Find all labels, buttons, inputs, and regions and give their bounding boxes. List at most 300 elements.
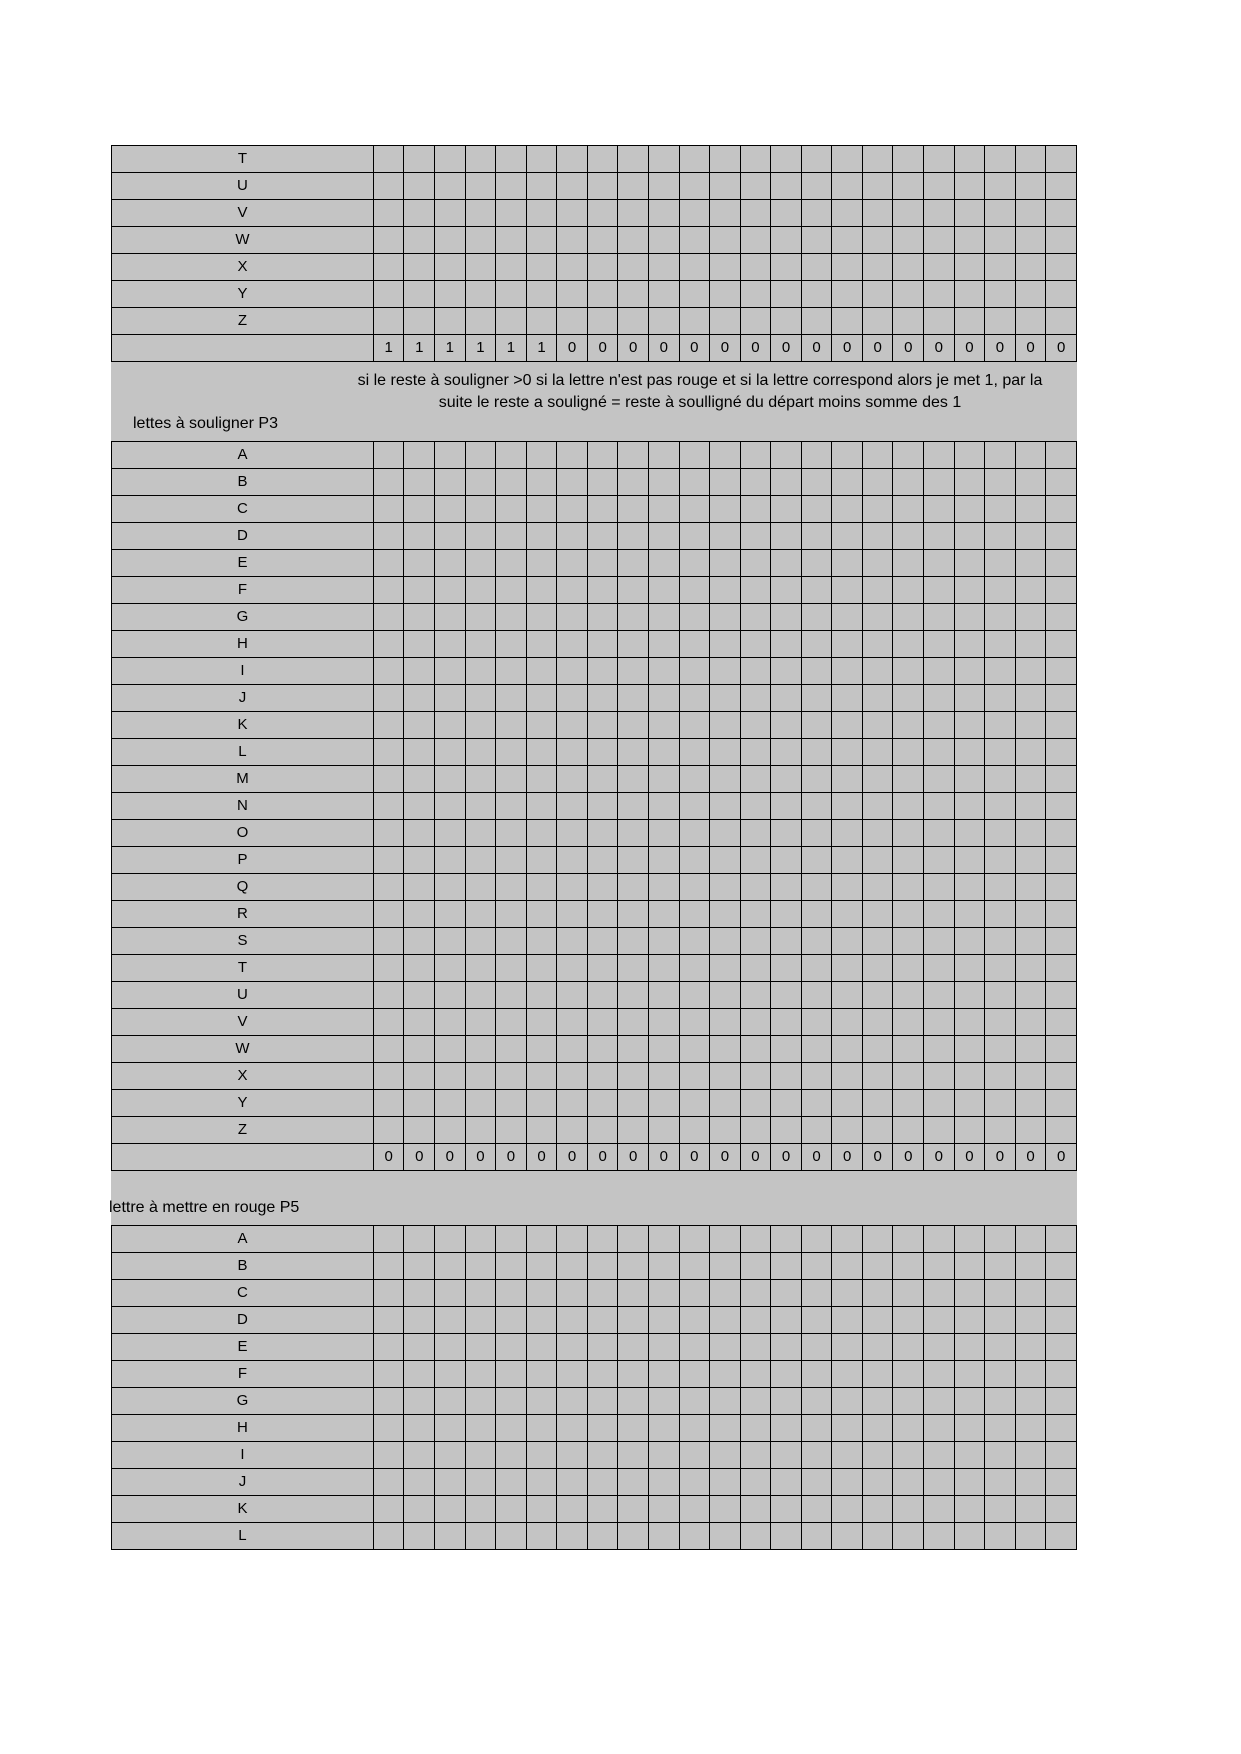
grid-cell[interactable]: [801, 631, 832, 658]
grid-cell[interactable]: [893, 577, 924, 604]
grid-cell[interactable]: [648, 820, 679, 847]
grid-cell[interactable]: [740, 685, 771, 712]
grid-cell[interactable]: [404, 604, 435, 631]
grid-cell[interactable]: [832, 1280, 863, 1307]
grid-cell[interactable]: [832, 1226, 863, 1253]
grid-cell[interactable]: [985, 523, 1016, 550]
grid-cell[interactable]: [893, 1009, 924, 1036]
grid-cell[interactable]: [679, 1090, 710, 1117]
grid-cell[interactable]: [862, 469, 893, 496]
grid-cell[interactable]: [496, 1523, 527, 1550]
grid-cell[interactable]: [587, 1496, 618, 1523]
grid-cell[interactable]: [801, 254, 832, 281]
grid-cell[interactable]: [1015, 254, 1046, 281]
grid-cell[interactable]: [710, 1117, 741, 1144]
grid-cell[interactable]: [404, 1496, 435, 1523]
grid-cell[interactable]: [771, 712, 802, 739]
grid-cell[interactable]: [954, 1307, 985, 1334]
grid-cell[interactable]: [1015, 766, 1046, 793]
grid-cell[interactable]: [526, 739, 557, 766]
grid-cell[interactable]: [832, 1063, 863, 1090]
grid-cell[interactable]: [1046, 1307, 1077, 1334]
grid-cell[interactable]: [557, 1307, 588, 1334]
grid-cell[interactable]: [710, 982, 741, 1009]
grid-cell[interactable]: [954, 685, 985, 712]
grid-cell[interactable]: [526, 901, 557, 928]
grid-cell[interactable]: [648, 1009, 679, 1036]
grid-cell[interactable]: [587, 1226, 618, 1253]
grid-cell[interactable]: [1015, 1253, 1046, 1280]
grid-cell[interactable]: [404, 1415, 435, 1442]
grid-cell[interactable]: [771, 1442, 802, 1469]
grid-cell[interactable]: [710, 173, 741, 200]
grid-cell[interactable]: [557, 200, 588, 227]
grid-cell[interactable]: [404, 874, 435, 901]
grid-cell[interactable]: [740, 1469, 771, 1496]
grid-cell[interactable]: [465, 254, 496, 281]
grid-cell[interactable]: [862, 442, 893, 469]
grid-cell[interactable]: [618, 1415, 649, 1442]
grid-cell[interactable]: [862, 523, 893, 550]
grid-cell[interactable]: [985, 712, 1016, 739]
grid-cell[interactable]: [618, 658, 649, 685]
grid-cell[interactable]: [557, 254, 588, 281]
grid-cell[interactable]: [801, 739, 832, 766]
grid-cell[interactable]: [832, 1469, 863, 1496]
grid-cell[interactable]: [557, 1388, 588, 1415]
grid-cell[interactable]: [710, 1063, 741, 1090]
grid-cell[interactable]: [435, 1334, 466, 1361]
grid-cell[interactable]: [1015, 604, 1046, 631]
grid-cell[interactable]: [587, 712, 618, 739]
grid-cell[interactable]: [832, 1307, 863, 1334]
grid-cell[interactable]: [862, 1226, 893, 1253]
grid-cell[interactable]: [954, 1442, 985, 1469]
grid-cell[interactable]: [465, 1280, 496, 1307]
grid-cell[interactable]: [648, 604, 679, 631]
grid-cell[interactable]: [618, 1253, 649, 1280]
grid-cell[interactable]: [587, 982, 618, 1009]
grid-cell[interactable]: [801, 200, 832, 227]
grid-cell[interactable]: [557, 631, 588, 658]
grid-cell[interactable]: [557, 874, 588, 901]
grid-cell[interactable]: [465, 793, 496, 820]
grid-cell[interactable]: [710, 1415, 741, 1442]
grid-cell[interactable]: [801, 227, 832, 254]
grid-cell[interactable]: [1015, 1361, 1046, 1388]
sum-cell[interactable]: 0: [679, 1144, 710, 1171]
grid-cell[interactable]: [771, 146, 802, 173]
grid-cell[interactable]: [832, 1090, 863, 1117]
grid-cell[interactable]: [924, 739, 955, 766]
grid-cell[interactable]: [618, 685, 649, 712]
grid-cell[interactable]: [862, 146, 893, 173]
grid-cell[interactable]: [985, 955, 1016, 982]
grid-cell[interactable]: [618, 1442, 649, 1469]
grid-cell[interactable]: [373, 227, 404, 254]
grid-cell[interactable]: [557, 820, 588, 847]
grid-cell[interactable]: [1046, 281, 1077, 308]
grid-cell[interactable]: [435, 847, 466, 874]
grid-cell[interactable]: [710, 523, 741, 550]
grid-cell[interactable]: [1015, 577, 1046, 604]
grid-cell[interactable]: [862, 1388, 893, 1415]
grid-cell[interactable]: [618, 281, 649, 308]
grid-cell[interactable]: [587, 200, 618, 227]
grid-cell[interactable]: [893, 523, 924, 550]
grid-cell[interactable]: [404, 1226, 435, 1253]
grid-cell[interactable]: [924, 469, 955, 496]
grid-cell[interactable]: [465, 1469, 496, 1496]
grid-cell[interactable]: [496, 982, 527, 1009]
grid-cell[interactable]: [985, 1063, 1016, 1090]
grid-cell[interactable]: [679, 308, 710, 335]
grid-cell[interactable]: [801, 847, 832, 874]
grid-cell[interactable]: [496, 658, 527, 685]
grid-cell[interactable]: [985, 766, 1016, 793]
grid-cell[interactable]: [801, 577, 832, 604]
grid-cell[interactable]: [587, 577, 618, 604]
grid-cell[interactable]: [924, 550, 955, 577]
grid-cell[interactable]: [557, 1226, 588, 1253]
grid-cell[interactable]: [435, 1523, 466, 1550]
grid-cell[interactable]: [1015, 227, 1046, 254]
grid-cell[interactable]: [465, 820, 496, 847]
sum-cell[interactable]: 0: [954, 335, 985, 362]
grid-cell[interactable]: [893, 1496, 924, 1523]
grid-cell[interactable]: [710, 1388, 741, 1415]
grid-cell[interactable]: [985, 847, 1016, 874]
grid-cell[interactable]: [465, 1090, 496, 1117]
grid-cell[interactable]: [862, 577, 893, 604]
grid-cell[interactable]: [435, 685, 466, 712]
grid-cell[interactable]: [954, 1361, 985, 1388]
grid-cell[interactable]: [740, 1523, 771, 1550]
grid-cell[interactable]: [801, 281, 832, 308]
grid-cell[interactable]: [740, 955, 771, 982]
grid-cell[interactable]: [1046, 550, 1077, 577]
grid-cell[interactable]: [954, 308, 985, 335]
grid-cell[interactable]: [648, 1280, 679, 1307]
grid-cell[interactable]: [1015, 1036, 1046, 1063]
grid-cell[interactable]: [465, 200, 496, 227]
grid-cell[interactable]: [924, 604, 955, 631]
grid-cell[interactable]: [924, 1334, 955, 1361]
grid-cell[interactable]: [893, 955, 924, 982]
grid-cell[interactable]: [924, 1469, 955, 1496]
grid-cell[interactable]: [679, 955, 710, 982]
grid-cell[interactable]: [771, 793, 802, 820]
grid-cell[interactable]: [618, 442, 649, 469]
grid-cell[interactable]: [710, 1009, 741, 1036]
grid-cell[interactable]: [985, 1280, 1016, 1307]
sum-cell[interactable]: 0: [1015, 1144, 1046, 1171]
grid-cell[interactable]: [862, 308, 893, 335]
grid-cell[interactable]: [679, 281, 710, 308]
grid-cell[interactable]: [924, 523, 955, 550]
grid-cell[interactable]: [557, 442, 588, 469]
sum-cell[interactable]: 0: [465, 1144, 496, 1171]
grid-cell[interactable]: [373, 1253, 404, 1280]
grid-cell[interactable]: [618, 631, 649, 658]
grid-cell[interactable]: [404, 469, 435, 496]
grid-cell[interactable]: [526, 1280, 557, 1307]
sum-cell[interactable]: 0: [1015, 335, 1046, 362]
grid-cell[interactable]: [771, 928, 802, 955]
grid-cell[interactable]: [740, 1090, 771, 1117]
grid-cell[interactable]: [679, 1117, 710, 1144]
grid-cell[interactable]: [526, 1415, 557, 1442]
grid-cell[interactable]: [1046, 1090, 1077, 1117]
grid-cell[interactable]: [404, 820, 435, 847]
grid-cell[interactable]: [648, 1063, 679, 1090]
grid-cell[interactable]: [496, 1388, 527, 1415]
grid-cell[interactable]: [465, 1009, 496, 1036]
grid-cell[interactable]: [557, 685, 588, 712]
grid-cell[interactable]: [893, 658, 924, 685]
grid-cell[interactable]: [404, 1253, 435, 1280]
grid-cell[interactable]: [679, 550, 710, 577]
grid-cell[interactable]: [618, 173, 649, 200]
grid-cell[interactable]: [1015, 1280, 1046, 1307]
grid-cell[interactable]: [710, 739, 741, 766]
grid-cell[interactable]: [710, 227, 741, 254]
grid-cell[interactable]: [710, 847, 741, 874]
grid-cell[interactable]: [832, 173, 863, 200]
grid-cell[interactable]: [954, 1117, 985, 1144]
grid-cell[interactable]: [679, 1388, 710, 1415]
grid-cell[interactable]: [465, 1442, 496, 1469]
grid-cell[interactable]: [435, 442, 466, 469]
grid-cell[interactable]: [985, 173, 1016, 200]
grid-cell[interactable]: [954, 146, 985, 173]
grid-cell[interactable]: [373, 847, 404, 874]
grid-cell[interactable]: [648, 308, 679, 335]
grid-cell[interactable]: [435, 1442, 466, 1469]
grid-cell[interactable]: [1046, 1388, 1077, 1415]
grid-cell[interactable]: [496, 1090, 527, 1117]
grid-cell[interactable]: [924, 1226, 955, 1253]
grid-cell[interactable]: [587, 1523, 618, 1550]
grid-cell[interactable]: [587, 1036, 618, 1063]
grid-cell[interactable]: [740, 712, 771, 739]
grid-cell[interactable]: [801, 1361, 832, 1388]
grid-cell[interactable]: [373, 173, 404, 200]
grid-cell[interactable]: [557, 1415, 588, 1442]
grid-cell[interactable]: [1046, 1253, 1077, 1280]
grid-cell[interactable]: [740, 874, 771, 901]
grid-cell[interactable]: [648, 874, 679, 901]
grid-cell[interactable]: [557, 1036, 588, 1063]
grid-cell[interactable]: [496, 254, 527, 281]
grid-cell[interactable]: [771, 1253, 802, 1280]
grid-cell[interactable]: [740, 308, 771, 335]
grid-cell[interactable]: [862, 1090, 893, 1117]
grid-cell[interactable]: [373, 1307, 404, 1334]
grid-cell[interactable]: [985, 658, 1016, 685]
grid-cell[interactable]: [985, 254, 1016, 281]
grid-cell[interactable]: [893, 793, 924, 820]
grid-cell[interactable]: [771, 1036, 802, 1063]
grid-cell[interactable]: [435, 1415, 466, 1442]
grid-cell[interactable]: [985, 146, 1016, 173]
grid-cell[interactable]: [557, 1523, 588, 1550]
grid-cell[interactable]: [954, 1280, 985, 1307]
grid-cell[interactable]: [893, 469, 924, 496]
sum-cell[interactable]: 0: [832, 335, 863, 362]
grid-cell[interactable]: [1015, 1442, 1046, 1469]
grid-cell[interactable]: [679, 631, 710, 658]
grid-cell[interactable]: [801, 1388, 832, 1415]
grid-cell[interactable]: [771, 685, 802, 712]
grid-cell[interactable]: [1046, 631, 1077, 658]
grid-cell[interactable]: [587, 739, 618, 766]
grid-cell[interactable]: [924, 685, 955, 712]
grid-cell[interactable]: [924, 955, 955, 982]
grid-cell[interactable]: [862, 1523, 893, 1550]
grid-cell[interactable]: [862, 173, 893, 200]
grid-cell[interactable]: [893, 1036, 924, 1063]
grid-cell[interactable]: [465, 604, 496, 631]
grid-cell[interactable]: [526, 523, 557, 550]
grid-cell[interactable]: [587, 308, 618, 335]
grid-cell[interactable]: [1046, 469, 1077, 496]
grid-cell[interactable]: [924, 442, 955, 469]
grid-cell[interactable]: [801, 469, 832, 496]
grid-cell[interactable]: [862, 901, 893, 928]
grid-cell[interactable]: [373, 1226, 404, 1253]
grid-cell[interactable]: [679, 146, 710, 173]
grid-cell[interactable]: [435, 1307, 466, 1334]
grid-cell[interactable]: [740, 766, 771, 793]
grid-cell[interactable]: [1046, 1496, 1077, 1523]
grid-cell[interactable]: [862, 1036, 893, 1063]
grid-cell[interactable]: [648, 1117, 679, 1144]
grid-cell[interactable]: [618, 577, 649, 604]
grid-cell[interactable]: [893, 847, 924, 874]
grid-cell[interactable]: [679, 200, 710, 227]
grid-cell[interactable]: [924, 847, 955, 874]
sum-cell[interactable]: 0: [587, 1144, 618, 1171]
grid-cell[interactable]: [771, 1334, 802, 1361]
grid-cell[interactable]: [557, 1090, 588, 1117]
grid-cell[interactable]: [404, 146, 435, 173]
grid-cell[interactable]: [801, 955, 832, 982]
grid-cell[interactable]: [496, 523, 527, 550]
grid-cell[interactable]: [710, 1442, 741, 1469]
sum-cell[interactable]: 0: [1046, 1144, 1077, 1171]
grid-cell[interactable]: [1046, 1523, 1077, 1550]
grid-cell[interactable]: [832, 308, 863, 335]
grid-cell[interactable]: [893, 496, 924, 523]
sum-cell[interactable]: 1: [465, 335, 496, 362]
grid-cell[interactable]: [648, 173, 679, 200]
grid-cell[interactable]: [924, 712, 955, 739]
grid-cell[interactable]: [924, 928, 955, 955]
grid-cell[interactable]: [985, 1009, 1016, 1036]
grid-cell[interactable]: [832, 254, 863, 281]
grid-cell[interactable]: [801, 604, 832, 631]
grid-cell[interactable]: [893, 1117, 924, 1144]
grid-cell[interactable]: [404, 1334, 435, 1361]
grid-cell[interactable]: [801, 1117, 832, 1144]
grid-cell[interactable]: [526, 308, 557, 335]
sum-cell[interactable]: 0: [1046, 335, 1077, 362]
grid-cell[interactable]: [557, 308, 588, 335]
grid-cell[interactable]: [954, 496, 985, 523]
grid-cell[interactable]: [1046, 1442, 1077, 1469]
grid-cell[interactable]: [557, 658, 588, 685]
grid-cell[interactable]: [1046, 901, 1077, 928]
grid-cell[interactable]: [435, 577, 466, 604]
grid-cell[interactable]: [587, 1063, 618, 1090]
grid-cell[interactable]: [618, 820, 649, 847]
grid-cell[interactable]: [1015, 1063, 1046, 1090]
grid-cell[interactable]: [771, 1523, 802, 1550]
grid-cell[interactable]: [862, 1307, 893, 1334]
grid-cell[interactable]: [679, 928, 710, 955]
grid-cell[interactable]: [404, 523, 435, 550]
grid-cell[interactable]: [1046, 712, 1077, 739]
grid-cell[interactable]: [771, 281, 802, 308]
grid-cell[interactable]: [985, 1334, 1016, 1361]
grid-cell[interactable]: [373, 146, 404, 173]
grid-cell[interactable]: [648, 739, 679, 766]
grid-cell[interactable]: [587, 254, 618, 281]
grid-cell[interactable]: [740, 1226, 771, 1253]
grid-cell[interactable]: [404, 1361, 435, 1388]
grid-cell[interactable]: [373, 442, 404, 469]
grid-cell[interactable]: [526, 1442, 557, 1469]
grid-cell[interactable]: [496, 173, 527, 200]
grid-cell[interactable]: [496, 1063, 527, 1090]
sum-cell[interactable]: 0: [893, 335, 924, 362]
grid-cell[interactable]: [740, 1253, 771, 1280]
grid-cell[interactable]: [373, 901, 404, 928]
grid-cell[interactable]: [710, 955, 741, 982]
grid-cell[interactable]: [496, 712, 527, 739]
grid-cell[interactable]: [771, 308, 802, 335]
grid-cell[interactable]: [710, 874, 741, 901]
grid-cell[interactable]: [496, 1496, 527, 1523]
grid-cell[interactable]: [832, 685, 863, 712]
grid-cell[interactable]: [496, 874, 527, 901]
grid-cell[interactable]: [373, 1280, 404, 1307]
grid-cell[interactable]: [496, 308, 527, 335]
grid-cell[interactable]: [740, 1496, 771, 1523]
grid-cell[interactable]: [710, 496, 741, 523]
grid-cell[interactable]: [618, 793, 649, 820]
grid-cell[interactable]: [1046, 1361, 1077, 1388]
grid-cell[interactable]: [679, 847, 710, 874]
grid-cell[interactable]: [373, 658, 404, 685]
grid-cell[interactable]: [832, 874, 863, 901]
grid-cell[interactable]: [1015, 550, 1046, 577]
grid-cell[interactable]: [832, 631, 863, 658]
grid-cell[interactable]: [862, 1334, 893, 1361]
grid-cell[interactable]: [954, 200, 985, 227]
grid-cell[interactable]: [924, 173, 955, 200]
grid-cell[interactable]: [587, 1415, 618, 1442]
grid-cell[interactable]: [618, 227, 649, 254]
grid-cell[interactable]: [435, 523, 466, 550]
grid-cell[interactable]: [985, 604, 1016, 631]
grid-cell[interactable]: [526, 955, 557, 982]
grid-cell[interactable]: [710, 577, 741, 604]
grid-cell[interactable]: [954, 577, 985, 604]
grid-cell[interactable]: [373, 712, 404, 739]
grid-cell[interactable]: [801, 685, 832, 712]
